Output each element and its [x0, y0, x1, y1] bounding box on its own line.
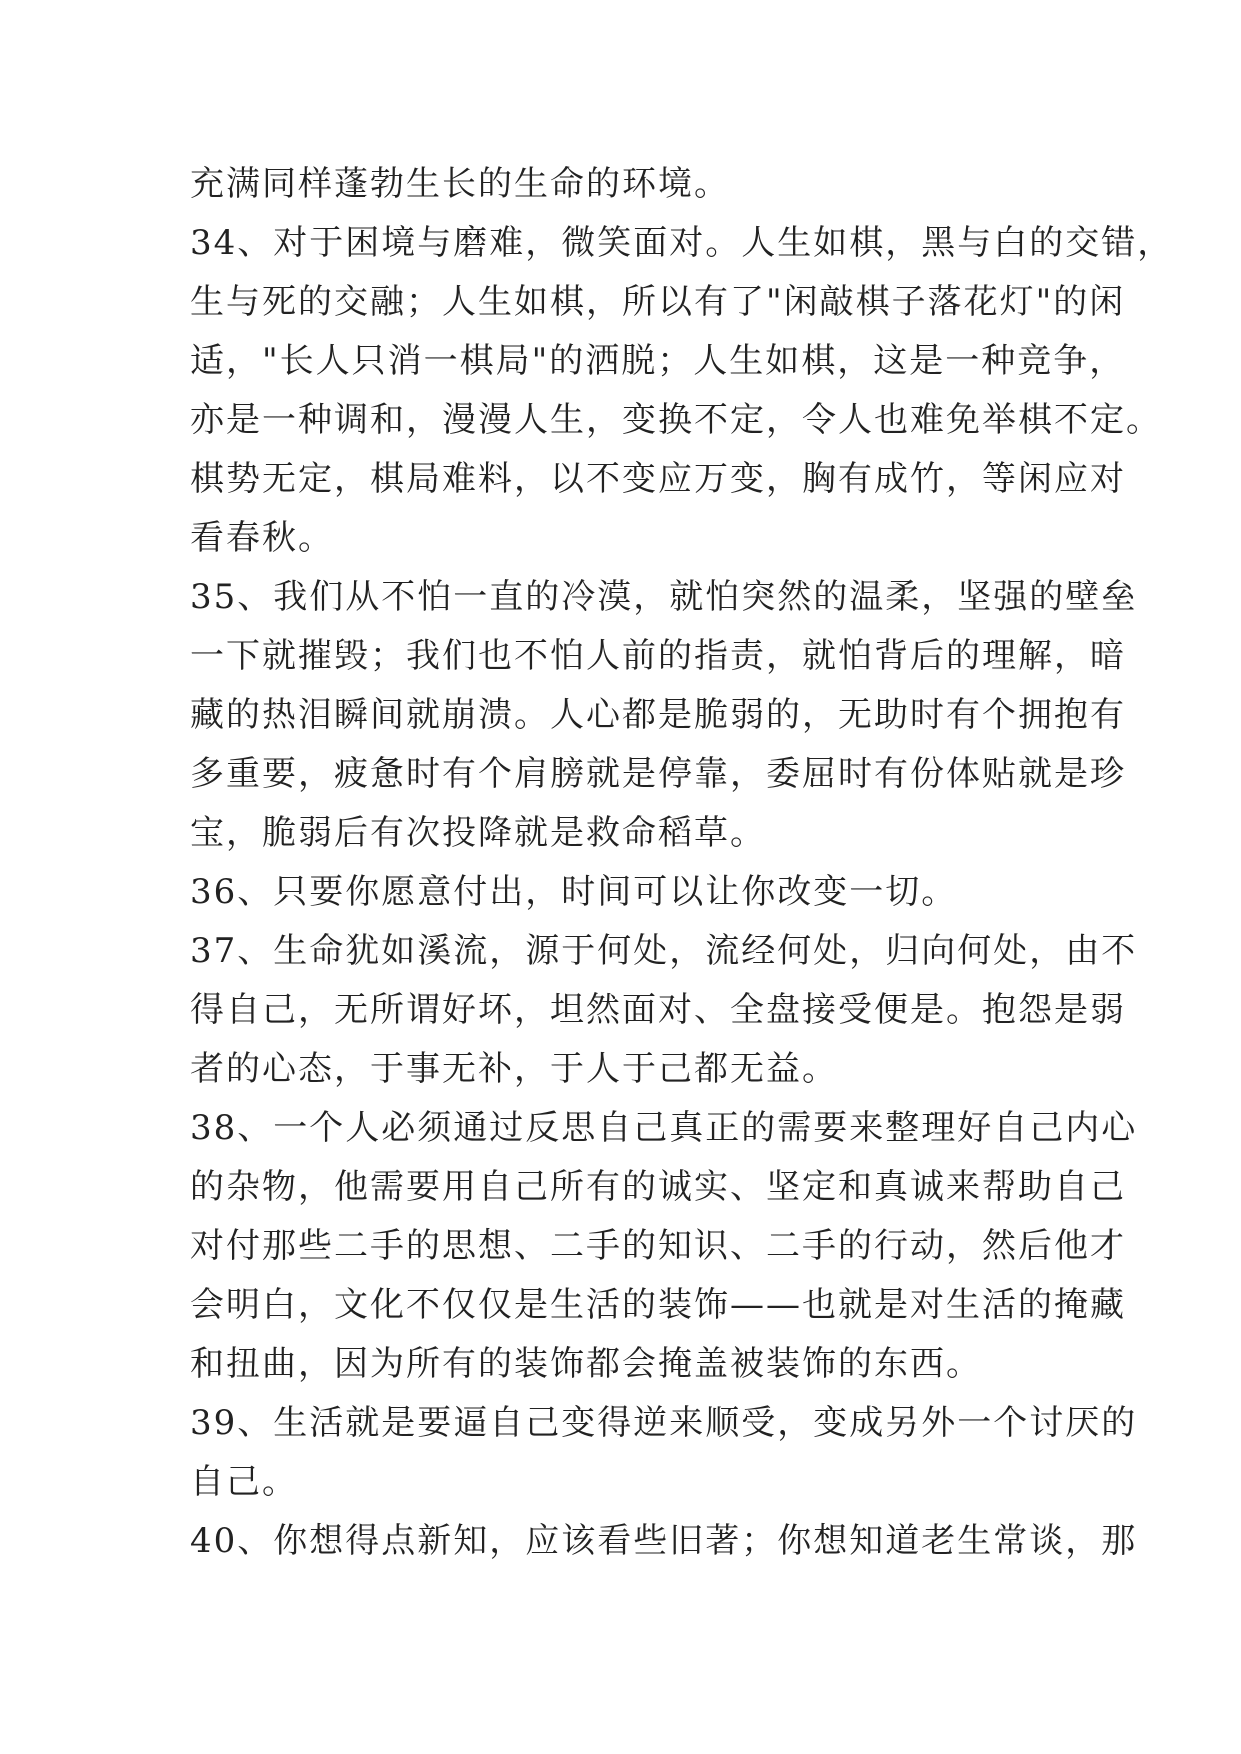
text-line: 自己。	[190, 1462, 298, 1502]
text-line: 适，"长人只消一棋局"的洒脱；人生如棋，这是一种竞争，	[190, 341, 1126, 381]
text-line: 一下就摧毁；我们也不怕人前的指责，就怕背后的理解，暗	[190, 636, 1126, 676]
text-line: 亦是一种调和，漫漫人生，变换不定，令人也难免举棋不定。	[190, 400, 1162, 440]
text-line: 对付那些二手的思想、二手的知识、二手的行动，然后他才	[190, 1226, 1126, 1266]
text-line: 36、只要你愿意付出，时间可以让你改变一切。	[190, 872, 958, 912]
document-body	[190, 155, 1174, 1571]
text-line: 生与死的交融；人生如棋，所以有了"闲敲棋子落花灯"的闲	[190, 282, 1126, 322]
text-line: 得自己，无所谓好坏，坦然面对、全盘接受便是。抱怨是弱	[190, 990, 1126, 1030]
text-line: 34、对于困境与磨难，微笑面对。人生如棋，黑与白的交错，	[190, 223, 1174, 263]
text-line: 和扭曲，因为所有的装饰都会掩盖被装饰的东西。	[190, 1344, 982, 1384]
text-line: 充满同样蓬勃生长的生命的环境。	[190, 164, 730, 204]
text-line: 的杂物，他需要用自己所有的诚实、坚定和真诚来帮助自己	[190, 1167, 1126, 1207]
text-line: 宝，脆弱后有次投降就是救命稻草。	[190, 813, 766, 853]
text-line: 者的心态，于事无补，于人于己都无益。	[190, 1049, 838, 1089]
text-line: 39、生活就是要逼自己变得逆来顺受，变成另外一个讨厌的	[190, 1403, 1138, 1443]
text-line: 35、我们从不怕一直的冷漠，就怕突然的温柔，坚强的壁垒	[190, 577, 1138, 617]
text-line: 40、你想得点新知，应该看些旧著；你想知道老生常谈，那	[190, 1521, 1138, 1561]
text-line: 多重要，疲惫时有个肩膀就是停靠，委屈时有份体贴就是珍	[190, 754, 1126, 794]
text-line: 看春秋。	[190, 518, 334, 558]
text-line: 37、生命犹如溪流，源于何处，流经何处，归向何处，由不	[190, 931, 1138, 971]
text-line: 棋势无定，棋局难料，以不变应万变，胸有成竹，等闲应对	[190, 459, 1126, 499]
text-line: 藏的热泪瞬间就崩溃。人心都是脆弱的，无助时有个拥抱有	[190, 695, 1126, 735]
text-line: 会明白，文化不仅仅是生活的装饰——也就是对生活的掩藏	[190, 1285, 1126, 1325]
text-line: 38、一个人必须通过反思自己真正的需要来整理好自己内心	[190, 1108, 1138, 1148]
